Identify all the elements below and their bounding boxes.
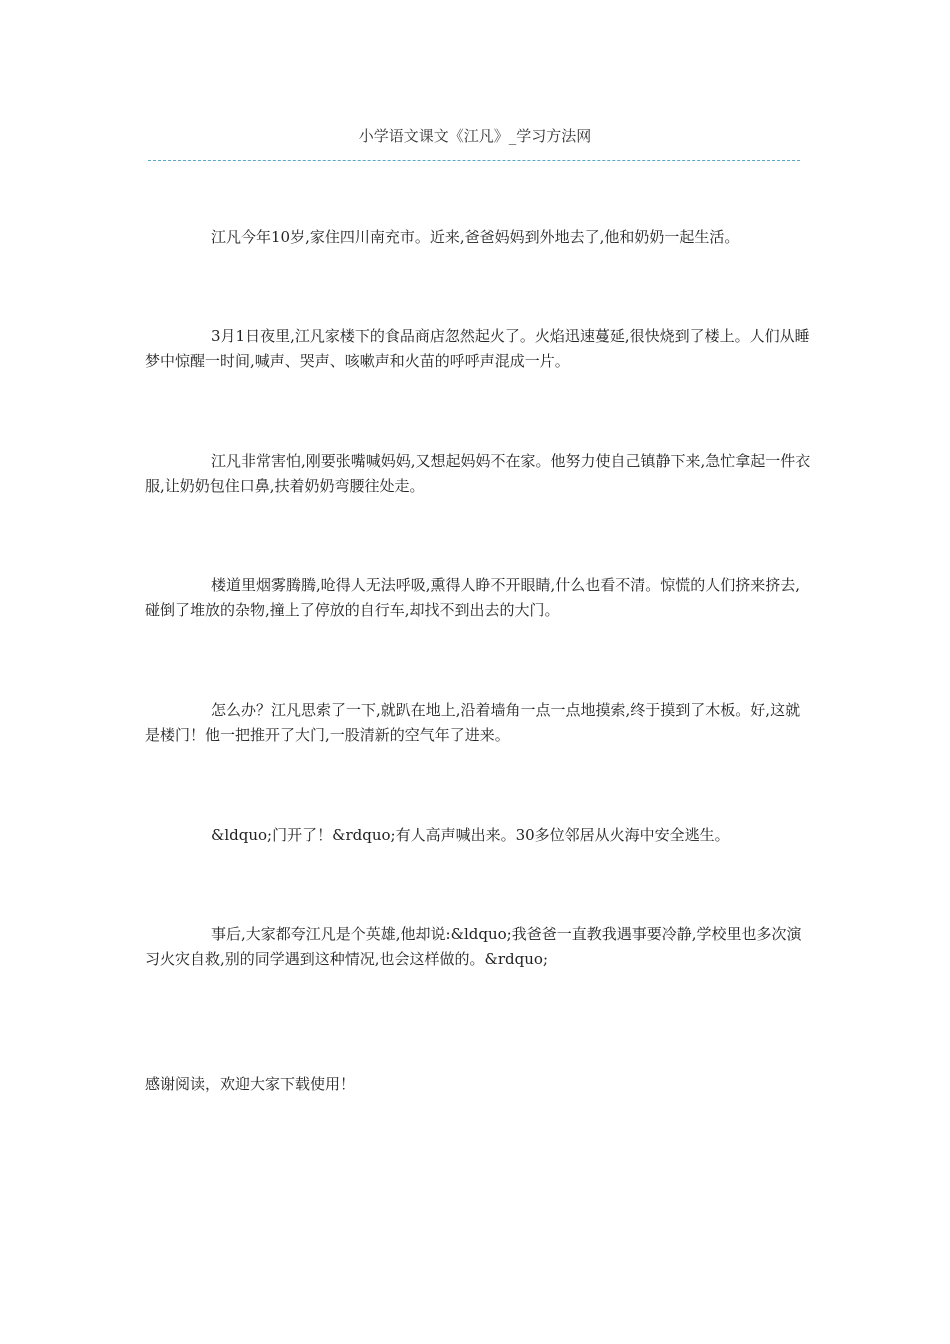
- paragraph-2: 3月1日夜里,江凡家楼下的食品商店忽然起火了。火焰迅速蔓延,很快烧到了楼上。人们从睡梦中惊醒一时间,喊声、哭声、咳嗽声和火苗的呼呼声混成一片。: [145, 327, 810, 370]
- paragraph-6: &ldquo;门开了！&rdquo;有人高声喊出来。30多位邻居从火海中安全逃生。: [211, 826, 730, 844]
- paragraph-3: 江凡非常害怕,刚要张嘴喊妈妈,又想起妈妈不在家。他努力使自己镇静下来,急忙拿起一件衣服,让奶奶包住口鼻,扶着奶奶弯腰往处走。: [145, 452, 811, 495]
- paragraph-5: 怎么办？江凡思索了一下,就趴在地上,沿着墙角一点一点地摸索,终于摸到了木板。好,这就是楼门！他一把推开了大门,一股清新的空气年了进来。: [145, 701, 801, 744]
- header-divider: [148, 160, 800, 161]
- closing-note: 感谢阅读，欢迎大家下载使用！: [145, 1075, 356, 1093]
- paragraph-7: 事后,大家都夸江凡是个英雄,他却说:&ldquo;我爸爸一直教我遇事要冷静,学校里也多次演习火灾自救,别的同学遇到这种情况,也会这样做的。&rdquo;: [145, 925, 802, 968]
- paragraph-1: 江凡今年10岁,家住四川南充市。近来,爸爸妈妈到外地去了,他和奶奶一起生活。: [211, 228, 740, 246]
- document-header-title: 小学语文课文《江凡》_学习方法网: [358, 127, 592, 145]
- paragraph-4: 楼道里烟雾腾腾,呛得人无法呼吸,熏得人睁不开眼睛,什么也看不清。惊慌的人们挤来挤去,碰倒了堆放的杂物,撞上了停放的自行车,却找不到出去的大门。: [145, 576, 801, 619]
